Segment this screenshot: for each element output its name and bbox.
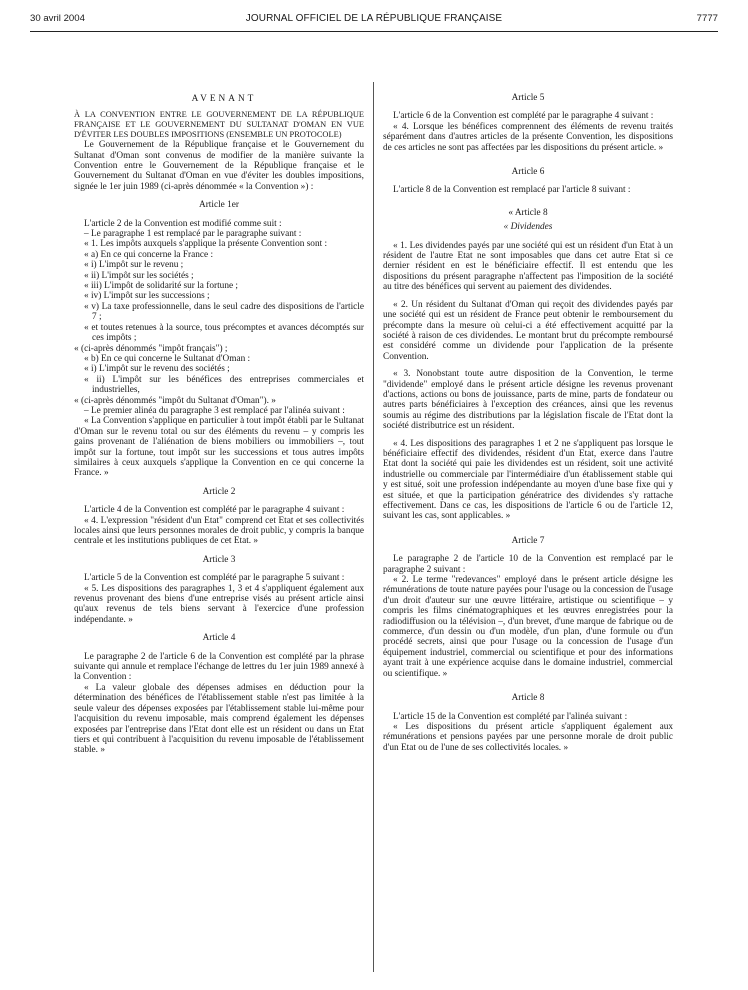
article-4-title: Article 4	[202, 633, 236, 644]
art1-a-iii: « iii) L'impôt de solidarité sur la fortune ;	[84, 281, 239, 292]
art4-p1: Le paragraphe 2 de l'article 6 de la Convention est complété par la phrase suivante qui annule et remplace l'échange de lettres du 1er juin 1989 annexé à la Convention :	[74, 651, 364, 683]
art1-p2: – Le paragraphe 1 est remplacé par le paragraphe suivant :	[84, 229, 302, 240]
article-1-title: Article 1er	[198, 200, 239, 211]
right-column	[383, 93, 673, 753]
article-8-title: Article 8	[511, 693, 545, 704]
left-column	[74, 84, 364, 756]
page-number: 7777	[696, 13, 718, 24]
spacer	[383, 362, 673, 369]
art1-a-vi: « et toutes retenues à la source, tous précomptes et avances décomptés sur ces impôts ;	[84, 322, 364, 344]
art6-p5: « 4. Les dispositions des paragraphes 1 et 2 ne s'appliquent pas lorsque le bénéficiaire effectif des dividendes, résident d'un Etat, exerce dans l'autre Etat dont la société qui paie les dividendes est un résident, soit une activité industrielle ou commerciale par l'intermédiaire d'un établissement stable qui y est situé, soit une profession indépendante au moyen d'une base fixe qui y est située, et que la participation génératrice des dividendes s'y rattache effectivement. Dans ce cas, les dispositions de l'article 6 ou de l'article 12, suivant les cas, sont applicables. »	[383, 438, 673, 522]
art1-a-iv: « iv) L'impôt sur les successions ;	[84, 291, 210, 302]
art1-p3: « 1. Les impôts auxquels s'applique la présente Convention sont :	[84, 239, 328, 250]
art7-p1: Le paragraphe 2 de l'article 10 de la Convention est remplacé par le paragraphe 2 suivant :	[383, 554, 673, 575]
article-2-title: Article 2	[202, 486, 236, 497]
art6-p2: « 1. Les dividendes payés par une société qui est un résident d'un Etat à un résident de l'autre Etat ne sont imposables que dans cet autre Etat si ce dernier résident en est le bénéficiaire effectif. Il est entendu que les dispositions du présent paragraphe n'affectent pas l'imposition de la société au titre des bénéfices qui servent au paiement des dividendes.	[383, 240, 673, 293]
journal-title: JOURNAL OFFICIEL DE LA RÉPUBLIQUE FRANÇAISE	[245, 13, 503, 24]
art3-p2: « 5. Les dispositions des paragraphes 1, 3 et 4 s'appliquent également aux revenus provenant des biens d'une entreprise visés au présent article ainsi qu'aux revenus de tels biens servant à l'exercice d'une profession indépendante. »	[74, 583, 364, 625]
spacer	[383, 432, 673, 439]
art2-p1: L'article 4 de la Convention est complété par le paragraphe 4 suivant :	[84, 505, 345, 516]
article-5-title: Article 5	[511, 93, 545, 103]
art3-p1: L'article 5 de la Convention est complété par le paragraphe 5 suivant :	[84, 573, 345, 584]
dividendes-subtitle: « Dividendes	[503, 222, 553, 233]
art1-a-end: « (ci-après dénommés "impôt français") ;	[74, 343, 228, 354]
article-8-subheading: « Article 8	[508, 207, 548, 218]
avenant-heading: AVENANT	[191, 94, 257, 104]
art7-p2: « 2. Le terme "redevances" employé dans le présent article désigne les rémunérations de toute nature payées pour l'usage ou la concession de l'usage d'un droit d'auteur sur une œuvre littéraire, artistique ou scientifique – y compris les films cinématographiques et les œuvres enregistrées pour la radiodiffusion ou la télévision –, d'un brevet, d'une marque de fabrique ou de commerce, d'un dessin ou d'un modèle, d'un plan, d'une formule ou d'un procédé secrets, ainsi que pour l'usage ou la concession de l'usage d'un équipement industriel, commercial ou scientifique et pour des informations ayant trait à une expérience acquise dans le domaine industriel, commercial ou scientifique. »	[383, 575, 673, 679]
art4-p2: « La valeur globale des dépenses admises en déduction pour la détermination des bénéfices de l'établissement stable n'est pas limitée à la seule valeur des dépenses exposées par l'établissement stable lui-même pour l'acquisition du revenu imposable, mais comprend également les dépenses exposées par l'entreprise dans l'Etat dont elle est un résident ou dans un Etat tiers et qui contribuent à l'acquisition du revenu imposable de l'établissement stable. »	[74, 682, 364, 756]
art1-a: « a) En ce qui concerne la France :	[84, 249, 214, 260]
art1-p4: – Le premier alinéa du paragraphe 3 est remplacé par l'alinéa suivant :	[84, 405, 345, 416]
intro-paragraph: Le Gouvernement de la République française et le Gouvernement du Sultanat d'Oman sont convenus de modifier de la manière suivante la Convention entre le Gouvernement de la République française et le Gouvernement du Sultanat d'Oman en vue d'éviter les doubles impositions, signée le 1er juin 1989 (ci-après dénommée « la Convention ») :	[74, 140, 364, 192]
spacer	[383, 293, 673, 300]
art6-p3: « 2. Un résident du Sultanat d'Oman qui reçoit des dividendes payés par une société qui est un résident de France peut obtenir le remboursement du précompte dans la mesure où celui-ci a été effectivement acquitté par la société à raison de ces dividendes. Le montant brut du précompte remboursé est considéré comme un dividende pour l'application de la présente Convention.	[383, 299, 673, 362]
header-rule	[30, 31, 718, 32]
column-divider	[373, 82, 374, 972]
art5-p2: « 4. Lorsque les bénéfices comprennent des éléments de revenu traités séparément dans d'autres articles de la présente Convention, les dispositions de ces articles ne sont pas affectées par les dispositions du présent article. »	[383, 121, 673, 153]
art1-b-end: « (ci-après dénommés "impôt du Sultanat d'Oman"). »	[74, 395, 276, 406]
art1-p5: « La Convention s'applique en particulier à tout impôt établi par le Sultanat d'Oman sur le revenu total ou sur des éléments du revenu – y compris les gains provenant de l'aliénation de biens mobiliers ou immobiliers –, tout impôt sur la fortune, tout impôt sur les successions et tous autres impôts similaires à ceux auxquels s'applique la Convention en ce qui concerne la France. »	[74, 416, 364, 479]
art1-b: « b) En ce qui concerne le Sultanat d'Oman :	[84, 353, 251, 364]
convention-title: À LA CONVENTION ENTRE LE GOUVERNEMENT DE LA RÉPUBLIQUE FRANÇAISE ET LE GOUVERNEMENT DU SULTANAT D'OMAN EN VUE D'ÉVITER LES DOUBLES IMPOSITIONS (ENSEMBLE UN PROTOCOLE)	[74, 110, 364, 139]
header-date: 30 avril 2004	[30, 13, 85, 24]
article-6-title: Article 6	[511, 167, 545, 178]
art6-p1: L'article 8 de la Convention est remplacé par l'article 8 suivant :	[393, 185, 631, 196]
art6-p4: « 3. Nonobstant toute autre disposition de la Convention, le terme "dividende" employé dans le présent article désigne les revenus provenant d'actions, actions ou bons de jouissance, parts de mine, parts de fondateur ou autres parts bénéficiaires à l'exception des créances, ainsi que les revenus soumis au régime des distributions par la législation fiscale de l'Etat dont la société distributrice est un résident.	[383, 369, 673, 432]
art8-p2: « Les dispositions du présent article s'appliquent également aux rémunérations et pensions payées par une personne morale de droit public d'un Etat ou de l'une de ses collectivités locales. »	[383, 721, 673, 753]
art1-b-ii: « ii) L'impôt sur les bénéfices des entreprises commerciales et industrielles,	[84, 374, 364, 396]
art1-a-ii: « ii) L'impôt sur les sociétés ;	[84, 270, 194, 281]
page-header	[30, 13, 718, 31]
art8-p1: L'article 15 de la Convention est complété par l'alinéa suivant :	[393, 711, 628, 722]
art1-a-v: « v) La taxe professionnelle, dans le seul cadre des dispositions de l'article 7 ;	[84, 301, 364, 323]
art1-b-i: « i) L'impôt sur le revenu des sociétés ;	[84, 364, 230, 375]
art1-p1: L'article 2 de la Convention est modifié comme suit :	[84, 218, 282, 229]
art1-a-i: « i) L'impôt sur le revenu ;	[84, 260, 184, 271]
art2-p2: « 4. L'expression "résident d'un Etat" comprend cet Etat et ses collectivités locales ainsi que leurs personnes morales de droit public, y compris la banque centrale et les institutions publiques de cet Etat. »	[74, 515, 364, 547]
art5-p1: L'article 6 de la Convention est complété par le paragraphe 4 suivant :	[393, 111, 654, 122]
article-3-title: Article 3	[202, 554, 236, 565]
article-7-title: Article 7	[511, 535, 545, 546]
